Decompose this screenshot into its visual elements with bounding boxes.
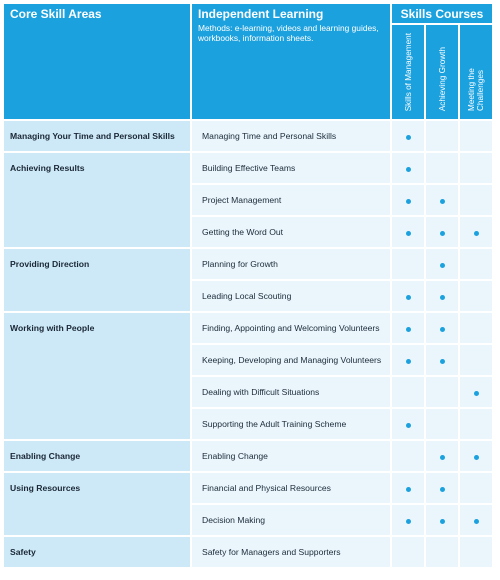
course-cell (426, 345, 458, 375)
learning-item: Getting the Word Out (192, 217, 390, 247)
course-cell (392, 377, 424, 407)
dot-icon (406, 295, 411, 300)
table-row (4, 441, 492, 471)
core-skill-area: Using Resources (4, 473, 190, 535)
dot-icon (406, 519, 411, 524)
dot-icon (474, 231, 479, 236)
skills-table (2, 2, 494, 569)
core-skill-area: Managing Your Time and Personal Skills (4, 121, 190, 151)
table-row (4, 473, 492, 503)
course-col-label: Meeting the Challenges (467, 68, 485, 111)
course-cell (392, 249, 424, 279)
course-cell (426, 377, 458, 407)
dot-icon (440, 231, 445, 236)
course-col-label: Skills of Management (403, 32, 413, 111)
dot-icon (440, 263, 445, 268)
course-cell (460, 281, 492, 311)
course-cell (426, 313, 458, 343)
dot-icon (440, 327, 445, 332)
dot-icon (474, 519, 479, 524)
course-cell (426, 281, 458, 311)
learning-item: Dealing with Difficult Situations (192, 377, 390, 407)
table-row (4, 249, 492, 279)
course-cell (392, 409, 424, 439)
course-cell (426, 441, 458, 471)
table-row (4, 537, 492, 567)
course-cell (392, 281, 424, 311)
course-cell (392, 473, 424, 503)
learning-item: Building Effective Teams (192, 153, 390, 183)
course-cell (460, 473, 492, 503)
learning-item: Safety for Managers and Supporters (192, 537, 390, 567)
course-cell (426, 473, 458, 503)
course-col-label: Achieving Growth (437, 46, 447, 111)
dot-icon (440, 199, 445, 204)
course-cell (426, 153, 458, 183)
core-skill-area: Safety (4, 537, 190, 567)
course-col-header (426, 25, 458, 119)
learning-item: Financial and Physical Resources (192, 473, 390, 503)
dot-icon (406, 135, 411, 140)
course-cell (460, 377, 492, 407)
learning-item: Enabling Change (192, 441, 390, 471)
course-cell (426, 409, 458, 439)
dot-icon (440, 455, 445, 460)
core-areas-title: Core Skill Areas (10, 7, 102, 21)
core-areas-header (4, 4, 190, 119)
dot-icon (406, 167, 411, 172)
course-col-header (460, 25, 492, 119)
dot-icon (474, 455, 479, 460)
course-cell (392, 441, 424, 471)
dot-icon (406, 487, 411, 492)
dot-icon (406, 359, 411, 364)
course-cell (460, 537, 492, 567)
core-skill-area: Achieving Results (4, 153, 190, 247)
learning-item: Project Management (192, 185, 390, 215)
course-cell (392, 121, 424, 151)
course-cell (392, 313, 424, 343)
course-cell (460, 505, 492, 535)
methods-text: Methods: e-learning, videos and learning guides, workbooks, information sheets. (198, 23, 379, 43)
course-cell (426, 121, 458, 151)
course-cell (460, 345, 492, 375)
table-row (4, 121, 492, 151)
dot-icon (406, 199, 411, 204)
course-cell (426, 505, 458, 535)
dot-icon (440, 519, 445, 524)
dot-icon (474, 391, 479, 396)
dot-icon (406, 327, 411, 332)
course-cell (460, 121, 492, 151)
course-cell (460, 217, 492, 247)
course-cell (392, 505, 424, 535)
dot-icon (440, 295, 445, 300)
course-cell (392, 153, 424, 183)
independent-learning-header (192, 4, 390, 119)
learning-item: Supporting the Adult Training Scheme (192, 409, 390, 439)
learning-item: Decision Making (192, 505, 390, 535)
course-cell (392, 185, 424, 215)
course-cell (426, 185, 458, 215)
course-cell (426, 217, 458, 247)
table-row (4, 313, 492, 343)
dot-icon (406, 231, 411, 236)
course-cell (426, 537, 458, 567)
dot-icon (406, 423, 411, 428)
course-cell (426, 249, 458, 279)
course-cell (460, 185, 492, 215)
skills-courses-header: Skills Courses (392, 4, 492, 23)
course-cell (392, 345, 424, 375)
learning-item: Managing Time and Personal Skills (192, 121, 390, 151)
core-skill-area: Enabling Change (4, 441, 190, 471)
core-skill-area: Providing Direction (4, 249, 190, 311)
core-skill-area: Working with People (4, 313, 190, 439)
learning-item: Leading Local Scouting (192, 281, 390, 311)
learning-item: Keeping, Developing and Managing Volunteers (192, 345, 390, 375)
course-cell (460, 409, 492, 439)
course-cell (392, 217, 424, 247)
course-cell (460, 441, 492, 471)
course-cell (460, 153, 492, 183)
learning-item: Finding, Appointing and Welcoming Volunteers (192, 313, 390, 343)
course-cell (460, 313, 492, 343)
dot-icon (440, 487, 445, 492)
learning-item: Planning for Growth (192, 249, 390, 279)
course-cell (392, 537, 424, 567)
table-row (4, 153, 492, 183)
independent-learning-title: Independent Learning (198, 7, 324, 21)
course-cell (460, 249, 492, 279)
course-col-header (392, 25, 424, 119)
dot-icon (440, 359, 445, 364)
